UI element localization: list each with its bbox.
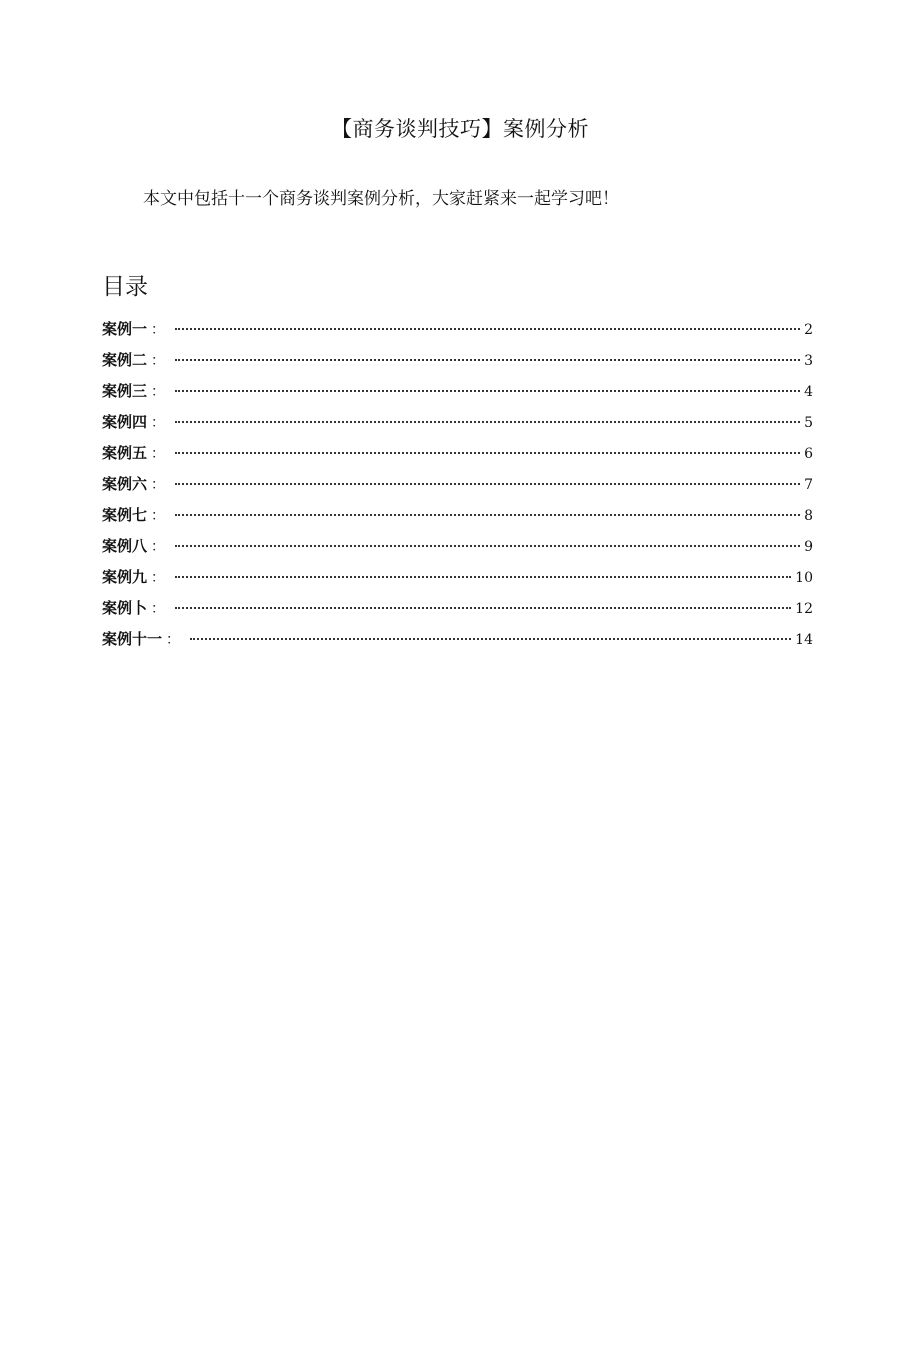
toc-entry-label: 案例九 (102, 568, 148, 586)
toc-entry-colon: ： (151, 508, 166, 524)
toc-entry-label: 案例二 (102, 351, 148, 369)
toc-entry-page: 14 (795, 632, 813, 648)
toc-entry-colon: ： (151, 322, 166, 338)
toc-entry-page: 6 (804, 446, 813, 462)
toc-entry[interactable] (102, 409, 813, 440)
toc-entry[interactable] (102, 316, 813, 347)
toc-entry-label: 案例三 (102, 382, 148, 400)
toc-entry[interactable] (102, 440, 813, 471)
toc-entry-colon: ： (151, 415, 166, 431)
toc-entry-page: 10 (795, 570, 813, 586)
toc-dot-leader (175, 452, 800, 454)
toc-entry-label: 案例卜 (102, 599, 148, 617)
toc-entry[interactable] (102, 533, 813, 564)
toc-entry-colon: ： (151, 353, 166, 369)
toc-entry-page: 4 (804, 384, 813, 400)
toc-dot-leader (175, 514, 800, 516)
toc-dot-leader (175, 576, 791, 578)
toc-entry-page: 8 (804, 508, 813, 524)
toc-entry-page: 9 (804, 539, 813, 555)
toc-dot-leader (175, 359, 800, 361)
toc-entry-colon: ： (151, 477, 166, 493)
toc-dot-leader (190, 638, 791, 640)
toc-entry-label: 案例七 (102, 506, 148, 524)
toc-entry-page: 3 (804, 353, 813, 369)
toc-entry[interactable] (102, 595, 813, 626)
toc-entry-colon: ： (151, 570, 166, 586)
table-of-contents (102, 316, 813, 657)
document-title: 【商务谈判技巧】案例分析 (331, 117, 589, 141)
toc-dot-leader (175, 607, 791, 609)
toc-entry[interactable] (102, 626, 813, 657)
toc-dot-leader (175, 421, 800, 423)
toc-entry-label: 案例一 (102, 320, 148, 338)
toc-entry-colon: ： (151, 384, 166, 400)
toc-entry-page: 12 (795, 601, 813, 617)
toc-heading: 目录 (102, 274, 148, 300)
toc-entry[interactable] (102, 347, 813, 378)
intro-paragraph: 本文中包括十一个商务谈判案例分析，大家赶紧来一起学习吧！ (143, 189, 619, 209)
toc-entry-label: 案例八 (102, 537, 148, 555)
toc-entry-page: 7 (804, 477, 813, 493)
toc-entry[interactable] (102, 502, 813, 533)
toc-dot-leader (175, 545, 800, 547)
toc-entry-label: 案例五 (102, 444, 148, 462)
toc-dot-leader (175, 390, 800, 392)
toc-entry-colon: ： (151, 446, 166, 462)
toc-entry-colon: ： (166, 632, 181, 648)
toc-entry[interactable] (102, 378, 813, 409)
toc-dot-leader (175, 328, 800, 330)
toc-dot-leader (175, 483, 800, 485)
toc-entry-colon: ： (151, 601, 166, 617)
toc-entry-page: 5 (804, 415, 813, 431)
toc-entry-page: 2 (804, 322, 813, 338)
toc-entry[interactable] (102, 471, 813, 502)
toc-entry-label: 案例十一 (102, 630, 163, 648)
toc-entry-label: 案例六 (102, 475, 148, 493)
toc-entry-colon: ： (151, 539, 166, 555)
toc-entry-label: 案例四 (102, 413, 148, 431)
toc-entry[interactable] (102, 564, 813, 595)
